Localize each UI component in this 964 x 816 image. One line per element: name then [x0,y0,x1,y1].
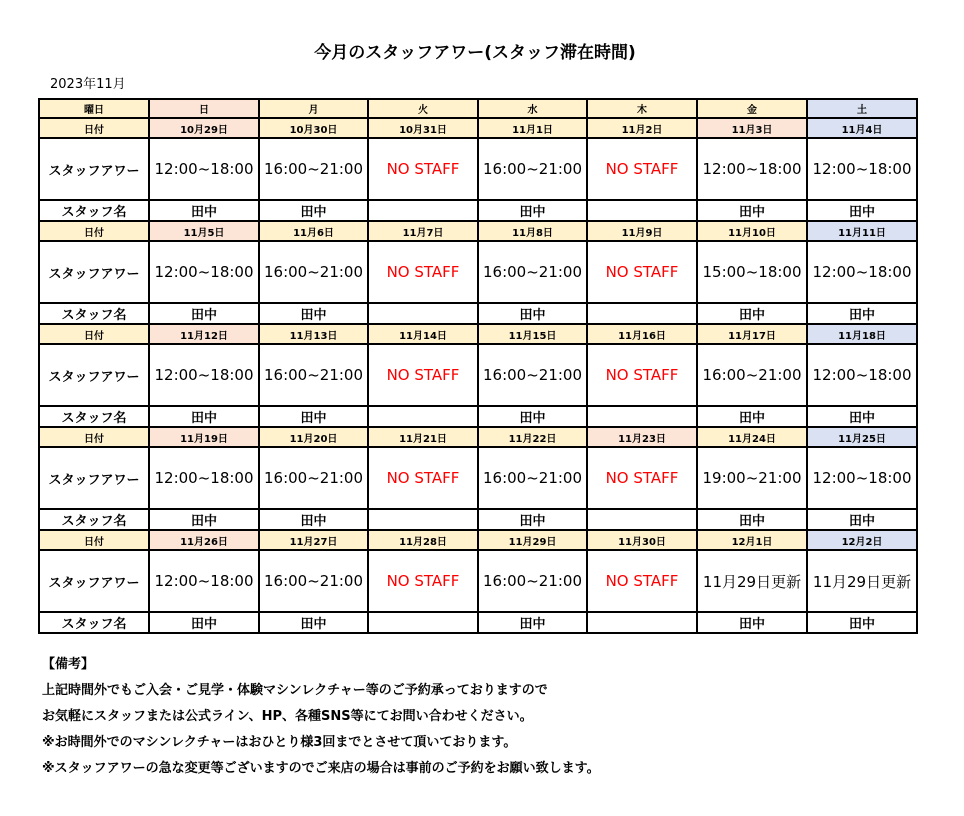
staff-name-cell: 田中 [697,406,807,427]
date-row [39,118,917,138]
staff-hours-cell: 12:00~18:00 [149,138,259,200]
date-cell: 11月24日 [697,427,807,447]
staff-hours-row [39,550,917,612]
staff-name-cell: 田中 [149,200,259,221]
date-cell: 11月23日 [587,427,697,447]
date-cell: 12月2日 [807,530,917,550]
no-staff-cell: NO STAFF [587,241,697,303]
staff-name-cell [587,509,697,530]
date-cell: 11月17日 [697,324,807,344]
date-cell: 11月15日 [478,324,587,344]
staff-hours-cell: 12:00~18:00 [149,447,259,509]
staff-hours-cell: 12:00~18:00 [807,344,917,406]
date-cell: 11月18日 [807,324,917,344]
weekday-header-cell: 水 [478,99,587,118]
staff-name-cell: 田中 [478,406,587,427]
date-cell: 11月21日 [368,427,478,447]
date-cell: 11月27日 [259,530,368,550]
date-cell: 11月5日 [149,221,259,241]
staff-name-cell [368,406,478,427]
weekday-header-cell: 日 [149,99,259,118]
staff-name-cell: 田中 [259,303,368,324]
staff-hours-cell: 16:00~21:00 [478,138,587,200]
staff-name-cell: 田中 [697,303,807,324]
staff-name-cell: 田中 [807,406,917,427]
staff-name-cell: 田中 [478,303,587,324]
staff-hours-cell: 16:00~21:00 [259,241,368,303]
weekday-header-cell: 火 [368,99,478,118]
staff-name-cell: 田中 [149,509,259,530]
staff-name-cell: 田中 [149,303,259,324]
no-staff-cell: NO STAFF [368,447,478,509]
staff-hours-row [39,138,917,200]
staff-hours-label: スタッフアワー [39,550,149,612]
staff-name-cell: 田中 [807,612,917,633]
staff-hours-cell: 12:00~18:00 [697,138,807,200]
staff-name-label: スタッフ名 [39,406,149,427]
staff-hours-cell: 15:00~18:00 [697,241,807,303]
staff-hours-row [39,344,917,406]
staff-name-cell: 田中 [697,509,807,530]
date-cell: 11月20日 [259,427,368,447]
date-cell: 11月14日 [368,324,478,344]
date-row-label: 日付 [39,530,149,550]
date-cell: 11月30日 [587,530,697,550]
staff-hours-label: スタッフアワー [39,344,149,406]
date-cell: 11月1日 [478,118,587,138]
staff-hours-cell: 16:00~21:00 [478,447,587,509]
staff-name-cell: 田中 [807,303,917,324]
staff-hours-label: スタッフアワー [39,447,149,509]
staff-hours-cell: 16:00~21:00 [478,344,587,406]
staff-hours-cell: 12:00~18:00 [149,550,259,612]
date-row [39,530,917,550]
no-staff-cell: NO STAFF [368,344,478,406]
staff-name-cell [587,200,697,221]
date-cell: 11月26日 [149,530,259,550]
date-cell: 11月12日 [149,324,259,344]
date-cell: 11月8日 [478,221,587,241]
staff-name-cell: 田中 [259,200,368,221]
weekday-header-cell: 土 [807,99,917,118]
notes-heading: 【備考】 [42,657,95,672]
staff-name-cell: 田中 [478,509,587,530]
staff-name-cell [368,612,478,633]
date-cell: 11月6日 [259,221,368,241]
staff-hours-cell: 16:00~21:00 [259,447,368,509]
no-staff-cell: NO STAFF [587,344,697,406]
weekday-header-cell: 月 [259,99,368,118]
staff-name-cell: 田中 [149,406,259,427]
date-cell: 11月16日 [587,324,697,344]
staff-hours-label: スタッフアワー [39,138,149,200]
no-staff-cell: NO STAFF [368,550,478,612]
no-staff-cell: NO STAFF [587,550,697,612]
staff-name-label: スタッフ名 [39,509,149,530]
weekday-row-label: 曜日 [39,99,149,118]
staff-hours-cell: 11月29日更新 [807,550,917,612]
staff-hours-label: スタッフアワー [39,241,149,303]
staff-hours-row [39,241,917,303]
staff-name-label: スタッフ名 [39,612,149,633]
date-row-label: 日付 [39,118,149,138]
notes-line: ※お時間外でのマシンレクチャーはおひとり様3回までとさせて頂いております。 [42,735,517,750]
weekday-header-cell: 木 [587,99,697,118]
staff-hours-cell: 12:00~18:00 [149,241,259,303]
staff-hours-cell: 12:00~18:00 [807,241,917,303]
staff-name-cell: 田中 [697,200,807,221]
date-cell: 11月22日 [478,427,587,447]
staff-hours-row [39,447,917,509]
page-title: 今月のスタッフアワー(スタッフ滞在時間) [314,43,636,63]
weekday-header-row [39,99,917,118]
staff-name-cell: 田中 [807,509,917,530]
no-staff-cell: NO STAFF [587,447,697,509]
staff-name-cell: 田中 [478,200,587,221]
staff-name-cell [368,303,478,324]
staff-hours-cell: 16:00~21:00 [478,550,587,612]
staff-name-cell: 田中 [149,612,259,633]
date-cell: 10月29日 [149,118,259,138]
notes-section [42,652,600,782]
staff-hours-cell: 11月29日更新 [697,550,807,612]
notes-line: ※スタッフアワーの急な変更等ございますのでご来店の場合は事前のご予約をお願い致します。 [42,761,600,776]
date-cell: 11月19日 [149,427,259,447]
month-label: 2023年11月 [50,77,126,92]
staff-hours-cell: 16:00~21:00 [259,550,368,612]
staff-hours-cell: 16:00~21:00 [259,138,368,200]
staff-name-cell: 田中 [259,612,368,633]
staff-hours-cell: 19:00~21:00 [697,447,807,509]
staff-name-row [39,509,917,530]
date-cell: 10月31日 [368,118,478,138]
notes-line: 上記時間外でもご入会・ご見学・体験マシンレクチャー等のご予約承っておりますので [42,683,548,698]
staff-hours-table [38,98,918,634]
staff-hours-cell: 16:00~21:00 [259,344,368,406]
date-row-label: 日付 [39,427,149,447]
date-cell: 11月13日 [259,324,368,344]
staff-name-cell [587,303,697,324]
date-cell: 11月28日 [368,530,478,550]
date-cell: 11月11日 [807,221,917,241]
staff-name-cell [368,200,478,221]
staff-hours-cell: 16:00~21:00 [478,241,587,303]
date-cell: 11月3日 [697,118,807,138]
staff-name-cell: 田中 [807,200,917,221]
staff-hours-cell: 12:00~18:00 [149,344,259,406]
date-cell: 11月25日 [807,427,917,447]
staff-hours-cell: 12:00~18:00 [807,447,917,509]
staff-name-row [39,406,917,427]
date-cell: 10月30日 [259,118,368,138]
staff-name-cell: 田中 [259,406,368,427]
date-row [39,427,917,447]
staff-name-row [39,200,917,221]
date-cell: 11月4日 [807,118,917,138]
date-row [39,221,917,241]
date-cell: 11月29日 [478,530,587,550]
staff-name-cell [587,612,697,633]
date-row-label: 日付 [39,324,149,344]
date-cell: 11月10日 [697,221,807,241]
date-cell: 11月7日 [368,221,478,241]
staff-name-cell: 田中 [697,612,807,633]
staff-name-label: スタッフ名 [39,200,149,221]
weekday-header-cell: 金 [697,99,807,118]
staff-name-row [39,612,917,633]
date-row [39,324,917,344]
staff-name-row [39,303,917,324]
staff-name-cell: 田中 [259,509,368,530]
no-staff-cell: NO STAFF [368,241,478,303]
date-cell: 11月9日 [587,221,697,241]
no-staff-cell: NO STAFF [587,138,697,200]
staff-name-cell [368,509,478,530]
staff-hours-cell: 16:00~21:00 [697,344,807,406]
date-cell: 12月1日 [697,530,807,550]
staff-name-cell: 田中 [478,612,587,633]
notes-line: お気軽にスタッフまたは公式ライン、HP、各種SNS等にてお問い合わせください。 [42,709,533,724]
staff-name-label: スタッフ名 [39,303,149,324]
date-cell: 11月2日 [587,118,697,138]
date-row-label: 日付 [39,221,149,241]
staff-hours-cell: 12:00~18:00 [807,138,917,200]
no-staff-cell: NO STAFF [368,138,478,200]
staff-name-cell [587,406,697,427]
